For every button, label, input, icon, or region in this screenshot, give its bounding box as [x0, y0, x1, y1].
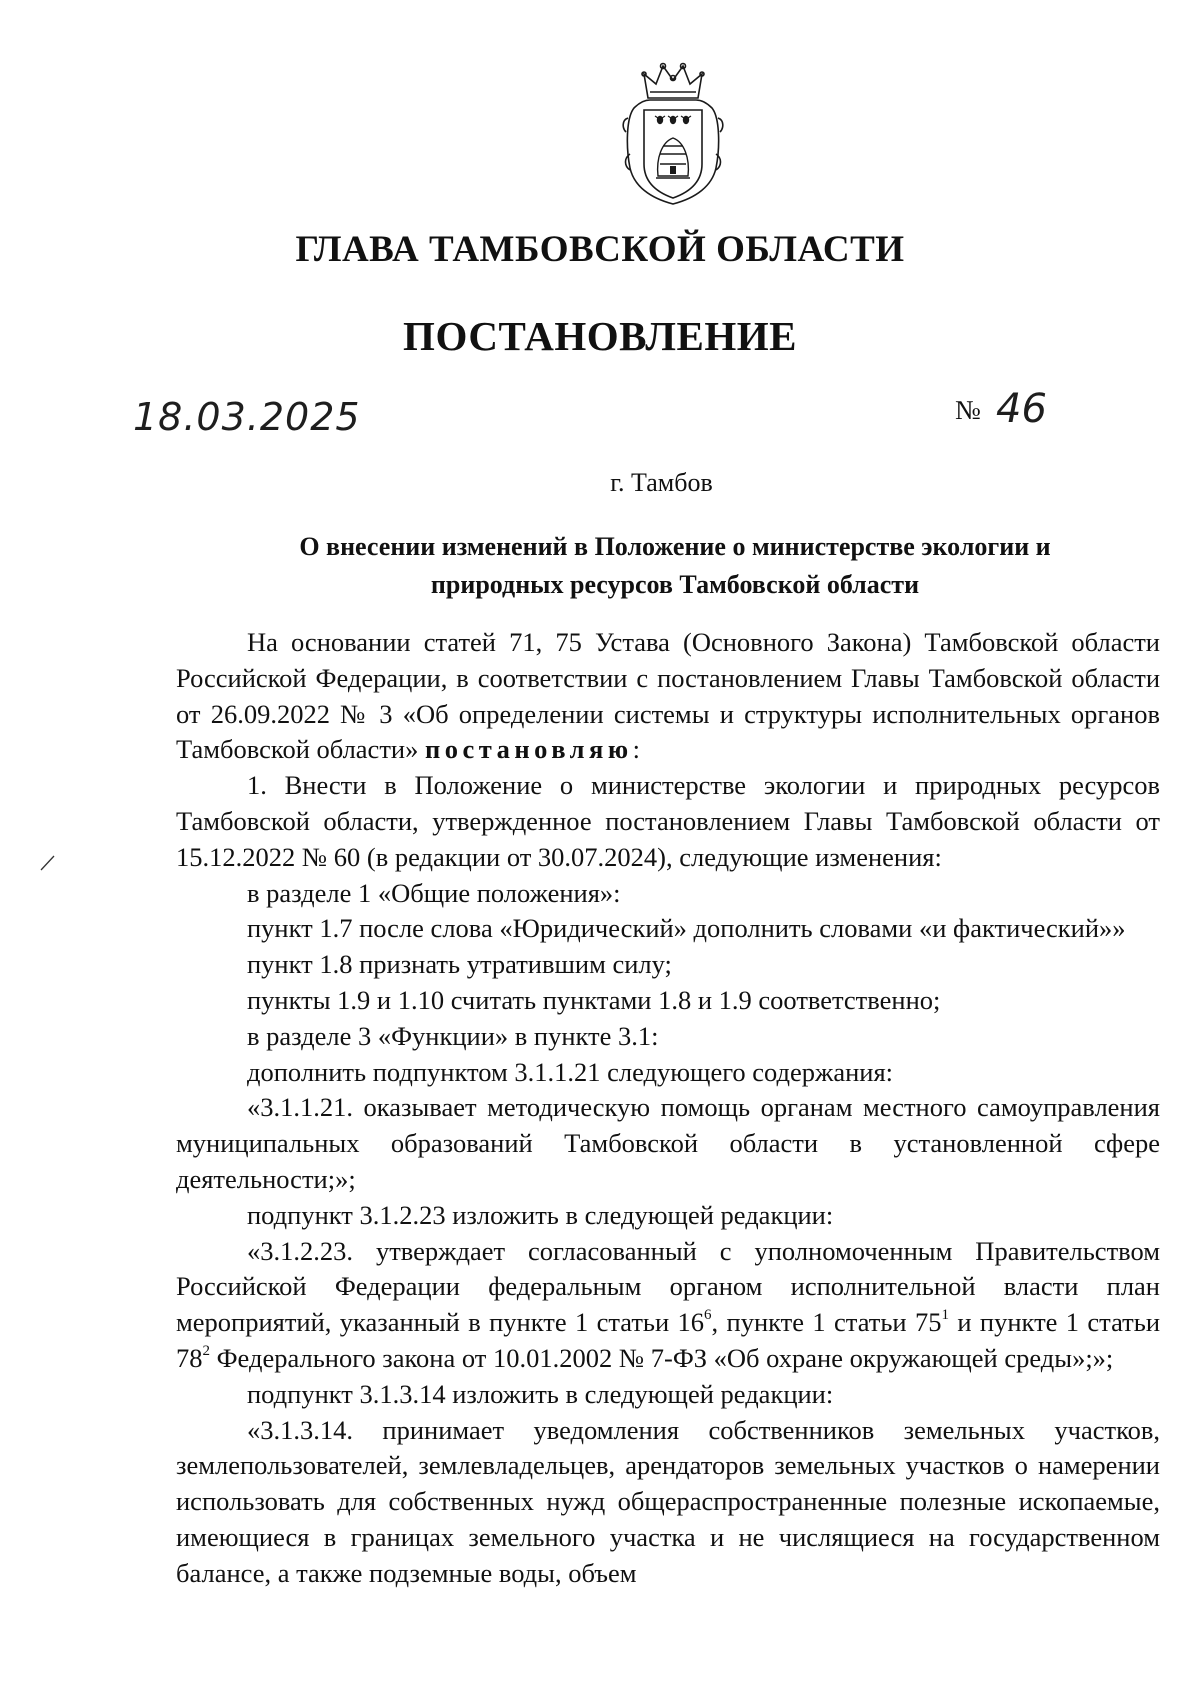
subpoint-3-1-1-21: «3.1.1.21. оказывает методическую помощь органам местного самоуправления муниципальных образований Тамбовской области в установленной сфере деятельности;»; [176, 1092, 1160, 1194]
subpoint-3-1-3-14-intro: подпункт 3.1.3.14 изложить в следующей редакции: [247, 1378, 834, 1409]
preamble-paragraph [176, 625, 1160, 768]
point-1-9: пункты 1.9 и 1.10 считать пунктами 1.8 и 1.9 соответственно; [247, 984, 941, 1015]
subpoint-3-1-2-23-part-2: , пункте 1 статьи 75 [711, 1307, 942, 1338]
document-body [176, 625, 1160, 1592]
decree-colon: : [632, 734, 640, 765]
superscript-3: 2 [202, 1342, 210, 1359]
decree-word: постановляю [424, 734, 633, 765]
point-1-7: пункт 1.7 после слова «Юридический» дополнить словами «и фактический»» [247, 913, 1126, 944]
preamble-text: На основании статей 71, 75 Устава (Основного Закона) Тамбовской области Российской Федерации, в соответствии с постановлением Главы Тамбовской области от 26.09.2022 № 3 «Об определении системы и структуры исполнительных органов Тамбовской области» [176, 627, 1160, 765]
subpoint-3-1-2-23-part-1: «3.1.2.23. утверждает согласованный с уполномоченным Правительством Российской Федерации федеральным органом исполнительной власти план мероприятий, указанный в пункте 1 статьи 16 [176, 1235, 1160, 1338]
issuing-authority: ГЛАВА ТАМБОВСКОЙ ОБЛАСТИ [295, 229, 905, 270]
subpoint-3-1-2-23 [176, 1234, 1160, 1377]
document-number: 46 [996, 386, 1047, 432]
document-city: г. Тамбов [610, 468, 713, 497]
section-1-heading: в разделе 1 «Общие положения»: [247, 877, 621, 908]
superscript-2: 1 [941, 1307, 949, 1324]
document-date: 18.03.2025 [133, 395, 361, 439]
document-type: ПОСТАНОВЛЕНИЕ [403, 313, 797, 359]
subject-line-2: природных ресурсов Тамбовской области [430, 570, 920, 599]
subpoint-3-1-2-23-part-4: Федерального закона от 10.01.2002 № 7-ФЗ «Об охране окружающей среды»;»; [210, 1342, 1114, 1373]
superscript-1: 6 [704, 1307, 712, 1324]
point-1-8: пункт 1.8 признать утратившим силу; [247, 949, 672, 980]
subpoint-3-1-2-23-part-3: и пункте 1 статьи 78 [176, 1307, 1160, 1373]
margin-pen-mark [38, 853, 58, 873]
document-number-label: № [955, 395, 981, 425]
item-1: 1. Внести в Положение о министерстве экологии и природных ресурсов Тамбовской области, утвержденное постановлением Главы Тамбовской области от 15.12.2022 № 60 (в редакции от 30.07.2024), следующие изменения: [176, 770, 1160, 872]
section-3-heading: в разделе 3 «Функции» в пункте 3.1: [247, 1020, 659, 1051]
subpoint-3-1-2-23-intro: подпункт 3.1.2.23 изложить в следующей редакции: [247, 1199, 834, 1230]
subject-line-1: О внесении изменений в Положение о министерстве экологии и [299, 532, 1051, 561]
tambov-coat-of-arms-icon [620, 58, 726, 208]
document-subject [244, 528, 1106, 604]
subpoint-3-1-3-14: «3.1.3.14. принимает уведомления собственников земельных участков, землепользователей, землевладельцев, арендаторов земельных участков о намерении использовать для собственных нужд общераспространенные полезные ископаемые, имеющиеся в границах земельного участка и не числящиеся на государственном балансе, а также подземные воды, объем [176, 1414, 1160, 1588]
add-subpoint: дополнить подпунктом 3.1.1.21 следующего содержания: [247, 1056, 894, 1087]
